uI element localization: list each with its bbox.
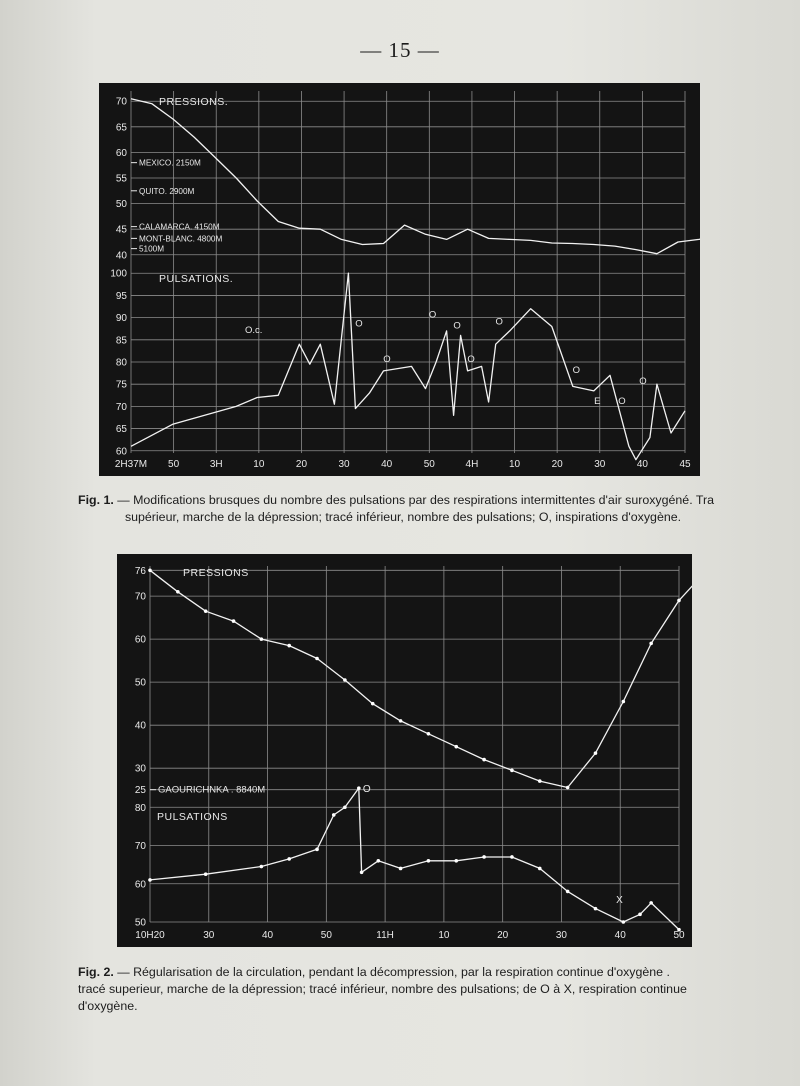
oxygen-marker: O — [467, 354, 475, 365]
panel-label: PULSATIONS — [157, 811, 228, 823]
data-point — [622, 700, 626, 704]
data-point — [566, 890, 570, 894]
y-tick-label: 90 — [115, 313, 127, 325]
figure-1-caption — [78, 492, 728, 526]
x-tick-label: 10H20 — [135, 930, 165, 941]
data-point — [427, 859, 431, 863]
y-tick-label: 65 — [115, 424, 127, 436]
y-tick-label: 70 — [115, 401, 127, 413]
y-tick-label: 50 — [134, 917, 146, 929]
data-point — [260, 637, 264, 641]
x-tick-label: 2H37M — [114, 459, 148, 470]
y-tick-label: 70 — [134, 591, 146, 603]
data-point — [148, 878, 152, 882]
figure-2-caption-line3: d'oxygène. — [78, 999, 138, 1013]
y-tick-label: 60 — [134, 634, 146, 646]
x-tick-label: 10 — [438, 930, 450, 941]
x-tick-label: 45 — [679, 459, 691, 470]
x-tick-label: 40 — [636, 459, 648, 470]
x-tick-label: 50 — [673, 930, 685, 941]
y-tick-label: 60 — [115, 446, 127, 458]
oxygen-marker: O — [362, 783, 371, 795]
x-tick-label: 50 — [168, 459, 180, 470]
oxygen-marker: O — [572, 365, 580, 377]
data-point — [427, 732, 431, 736]
x-tick-label: 40 — [381, 459, 393, 470]
figure-2-caption-line2: tracé superieur, marche de la dépression; tracé inférieur, nombre des pulsations; de O à X, respiration continue — [78, 982, 687, 996]
data-point — [399, 719, 403, 723]
x-tick-label: 4H — [465, 459, 479, 470]
data-point — [204, 609, 208, 613]
y-tick-label: 40 — [115, 250, 127, 262]
data-point — [176, 590, 180, 594]
figure-1-plate — [99, 83, 700, 476]
data-point — [566, 786, 570, 790]
data-point — [357, 786, 361, 790]
oxygen-marker: O — [618, 396, 626, 408]
oxygen-marker: O — [495, 316, 503, 328]
data-trace-pulse — [150, 788, 679, 930]
data-point — [148, 569, 152, 573]
figure-2-plate — [117, 554, 692, 947]
data-point — [260, 865, 264, 869]
data-point — [287, 644, 291, 648]
y-tick-label: 70 — [115, 96, 127, 108]
x-tick-label: 50 — [423, 459, 435, 470]
data-point — [482, 758, 486, 762]
altitude-label: QUITO. 2900M — [139, 186, 195, 196]
data-point — [377, 859, 381, 863]
data-point — [510, 855, 514, 859]
data-point — [538, 867, 542, 871]
data-point — [399, 867, 403, 871]
y-tick-label: 60 — [134, 879, 146, 891]
data-point — [454, 745, 458, 749]
data-point — [287, 857, 291, 861]
x-tick-label: 20 — [551, 459, 563, 470]
data-point — [594, 751, 598, 755]
data-point — [204, 872, 208, 876]
data-point — [315, 848, 319, 852]
oxygen-marker: O — [355, 318, 363, 330]
altitude-label: GAOURICHNKA . 8840M — [158, 784, 266, 796]
x-tick-label: 11H — [376, 930, 394, 941]
data-trace-pressure — [150, 570, 692, 787]
y-tick-label: 30 — [134, 763, 146, 775]
y-tick-label: 95 — [115, 290, 127, 302]
data-point — [510, 769, 514, 773]
y-tick-label: 70 — [134, 841, 146, 852]
data-point — [343, 678, 347, 682]
x-tick-label: 3H — [209, 459, 223, 470]
oxygen-marker: O — [639, 376, 647, 388]
data-point — [638, 913, 642, 917]
y-tick-label: 100 — [110, 268, 127, 280]
y-tick-label: 80 — [115, 357, 127, 369]
y-tick-label: 80 — [134, 802, 146, 814]
data-point — [360, 870, 364, 874]
figure-1-chart — [99, 83, 700, 476]
x-tick-label: 20 — [497, 930, 509, 941]
oxygen-marker: O — [428, 309, 437, 321]
y-tick-label: 75 — [115, 379, 127, 391]
figure-1-caption-label: Fig. 1. — [78, 493, 114, 507]
y-tick-label: 60 — [115, 147, 127, 159]
data-point — [232, 619, 236, 623]
oxygen-marker: O — [383, 354, 391, 365]
x-tick-label: 10 — [253, 459, 265, 470]
figure-2-caption — [78, 964, 728, 1015]
x-tick-label: 40 — [614, 930, 626, 941]
oxygen-marker: O — [453, 320, 461, 332]
figure-1-caption-line2: supérieur, marche de la dépression; tracé inférieur, nombre des pulsations; O, inspirations d'oxygène. — [124, 510, 682, 524]
oxygen-marker: E — [594, 396, 601, 408]
altitude-label: 5100M — [139, 244, 165, 254]
altitude-label: MEXICO. 2150M — [139, 158, 201, 168]
data-point — [649, 901, 653, 905]
y-tick-label: 25 — [134, 785, 146, 797]
x-tick-label: 30 — [203, 930, 215, 941]
data-trace-pulse — [131, 273, 685, 460]
data-point — [332, 813, 336, 817]
data-point — [454, 859, 458, 863]
altitude-label: CALAMARCA. 4150M — [139, 222, 220, 232]
y-tick-label: 55 — [115, 173, 127, 185]
x-tick-label: 30 — [594, 459, 606, 470]
data-point — [482, 855, 486, 859]
x-tick-label: 50 — [320, 930, 332, 941]
data-point — [594, 907, 598, 911]
y-tick-label: 50 — [115, 199, 127, 211]
figure-2-caption-line1: — Régularisation de la circulation, pendant la décompression, par la respiration continue d'oxygène . — [113, 965, 670, 979]
y-tick-label: 76 — [134, 565, 146, 577]
y-tick-label: 85 — [115, 335, 127, 347]
oxygen-marker: O.c. — [245, 325, 263, 337]
x-tick-label: 30 — [555, 930, 568, 941]
panel-label: PRESSIONS. — [159, 96, 229, 108]
figure-2-chart — [117, 554, 692, 947]
data-point — [371, 702, 375, 706]
y-tick-label: 45 — [115, 224, 127, 236]
figure-1-caption-line1: — Modifications brusques du nombre des pulsations par des respirations intermittentes d'air suroxygéné. Tra — [113, 493, 714, 507]
x-tick-label: 40 — [261, 930, 274, 941]
x-tick-label: 30 — [338, 459, 350, 470]
data-point — [622, 920, 626, 924]
figure-2-caption-label: Fig. 2. — [78, 965, 114, 979]
data-point — [315, 657, 319, 661]
data-point — [538, 779, 542, 783]
data-point — [343, 805, 347, 809]
page-number: — 15 — — [360, 38, 440, 62]
y-tick-label: 65 — [115, 122, 127, 134]
panel-label: PRESSIONS — [183, 567, 249, 579]
y-tick-label: 40 — [134, 720, 146, 732]
oxygen-marker: X — [616, 894, 623, 906]
data-point — [649, 642, 653, 646]
y-tick-label: 50 — [134, 677, 146, 689]
altitude-label: MONT-BLANC. 4800M — [139, 234, 223, 244]
x-tick-label: 20 — [295, 459, 308, 470]
data-point — [677, 599, 681, 603]
x-tick-label: 10 — [508, 459, 521, 470]
panel-label: PULSATIONS. — [159, 273, 234, 285]
